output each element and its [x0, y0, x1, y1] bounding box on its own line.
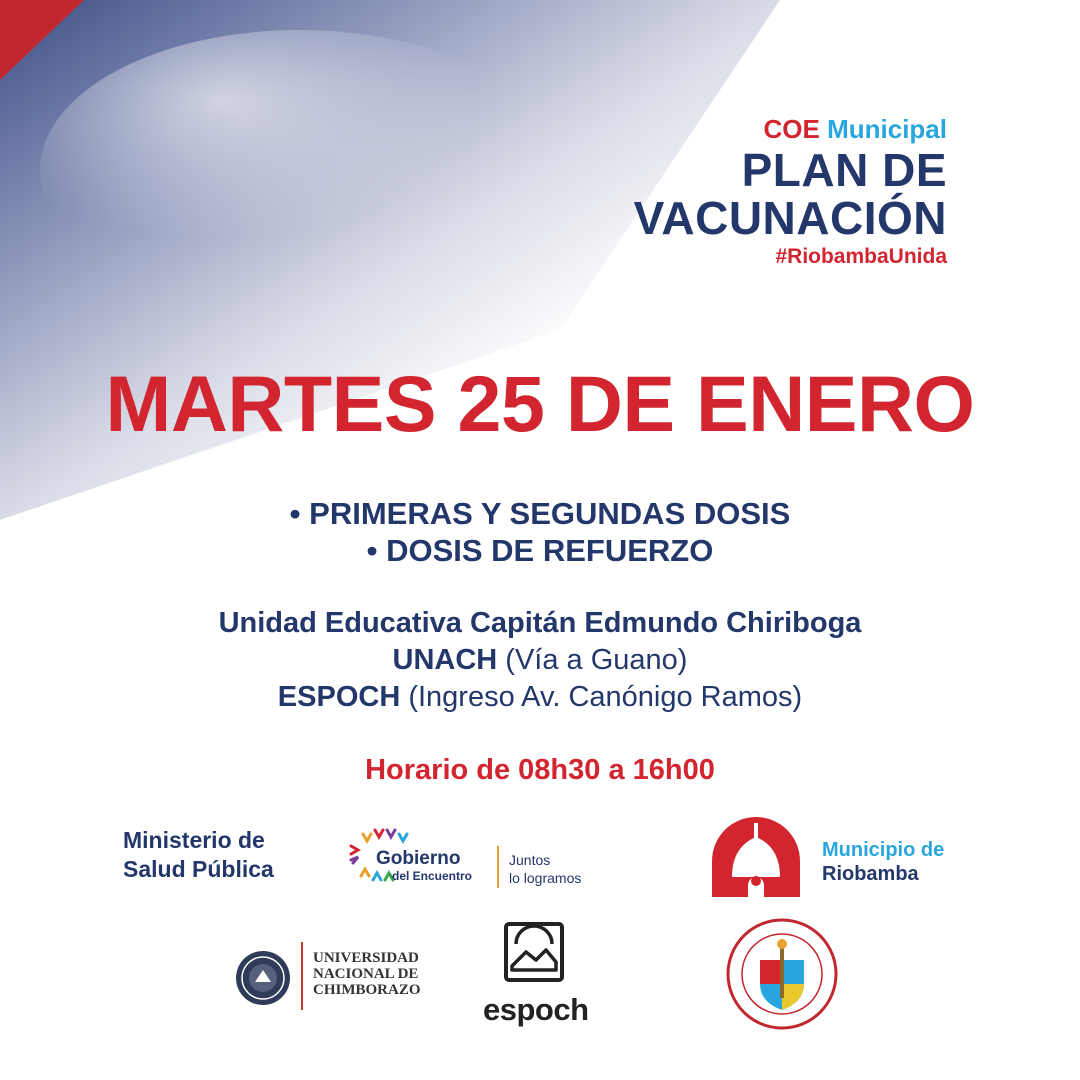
- espoch-logo-icon: [502, 922, 566, 986]
- unach-line2: NACIONAL DE: [313, 966, 419, 982]
- location-item: [0, 605, 1080, 642]
- unach-text: [313, 950, 421, 998]
- locations-list: [0, 605, 1080, 716]
- dose-item: • DOSIS DE REFUERZO: [366, 533, 714, 568]
- unach-line1: UNIVERSIDAD: [313, 950, 419, 966]
- hours-text: Horario de 08h30 a 16h00: [365, 754, 715, 786]
- slogan-line1: Juntos: [509, 852, 551, 868]
- slogan-line2: lo logramos: [509, 870, 582, 886]
- municipio-dome-icon: [710, 815, 802, 899]
- gobierno-slogan: [509, 851, 581, 887]
- location-item: [0, 679, 1080, 716]
- coe-label: COE: [763, 114, 820, 144]
- title-line1: PLAN DE: [741, 144, 947, 196]
- msp-line2: Salud Pública: [123, 856, 274, 882]
- location-name: Unidad Educativa Capitán Edmundo Chiriboga: [218, 607, 862, 639]
- espoch-wordmark: espoch: [483, 992, 589, 1027]
- doses-list: [0, 495, 1080, 569]
- header-block: [634, 112, 947, 272]
- gobierno-name: Gobierno: [376, 848, 461, 869]
- unach-divider: [301, 942, 303, 1010]
- gobierno-divider: [497, 846, 499, 888]
- date-heading: MARTES 25 DE ENERO: [105, 359, 975, 448]
- coe-municipal: [634, 112, 947, 146]
- dose-item: • PRIMERAS Y SEGUNDAS DOSIS: [289, 496, 791, 531]
- unach-seal-icon: [235, 950, 291, 1006]
- title-line2: VACUNACIÓN: [633, 192, 947, 244]
- hashtag: #RiobambaUnida: [775, 245, 947, 268]
- municipal-label: Municipal: [827, 114, 947, 144]
- location-name: ESPOCH: [277, 681, 401, 713]
- msp-line1: Ministerio de: [123, 827, 265, 853]
- location-detail: (Vía a Guano): [497, 644, 688, 676]
- muni-line2: Riobamba: [822, 863, 919, 885]
- municipio-text: [822, 838, 944, 886]
- msp-logo-text: [123, 826, 274, 884]
- location-name: UNACH: [392, 644, 498, 676]
- gobierno-sub: del Encuentro: [392, 869, 473, 883]
- muni-line1: Municipio de: [822, 839, 945, 861]
- unidad-educativa-seal-icon: [726, 918, 838, 1030]
- location-detail: (Ingreso Av. Canónigo Ramos): [400, 681, 803, 713]
- location-item: [0, 642, 1080, 679]
- unach-line3: CHIMBORAZO: [313, 982, 421, 998]
